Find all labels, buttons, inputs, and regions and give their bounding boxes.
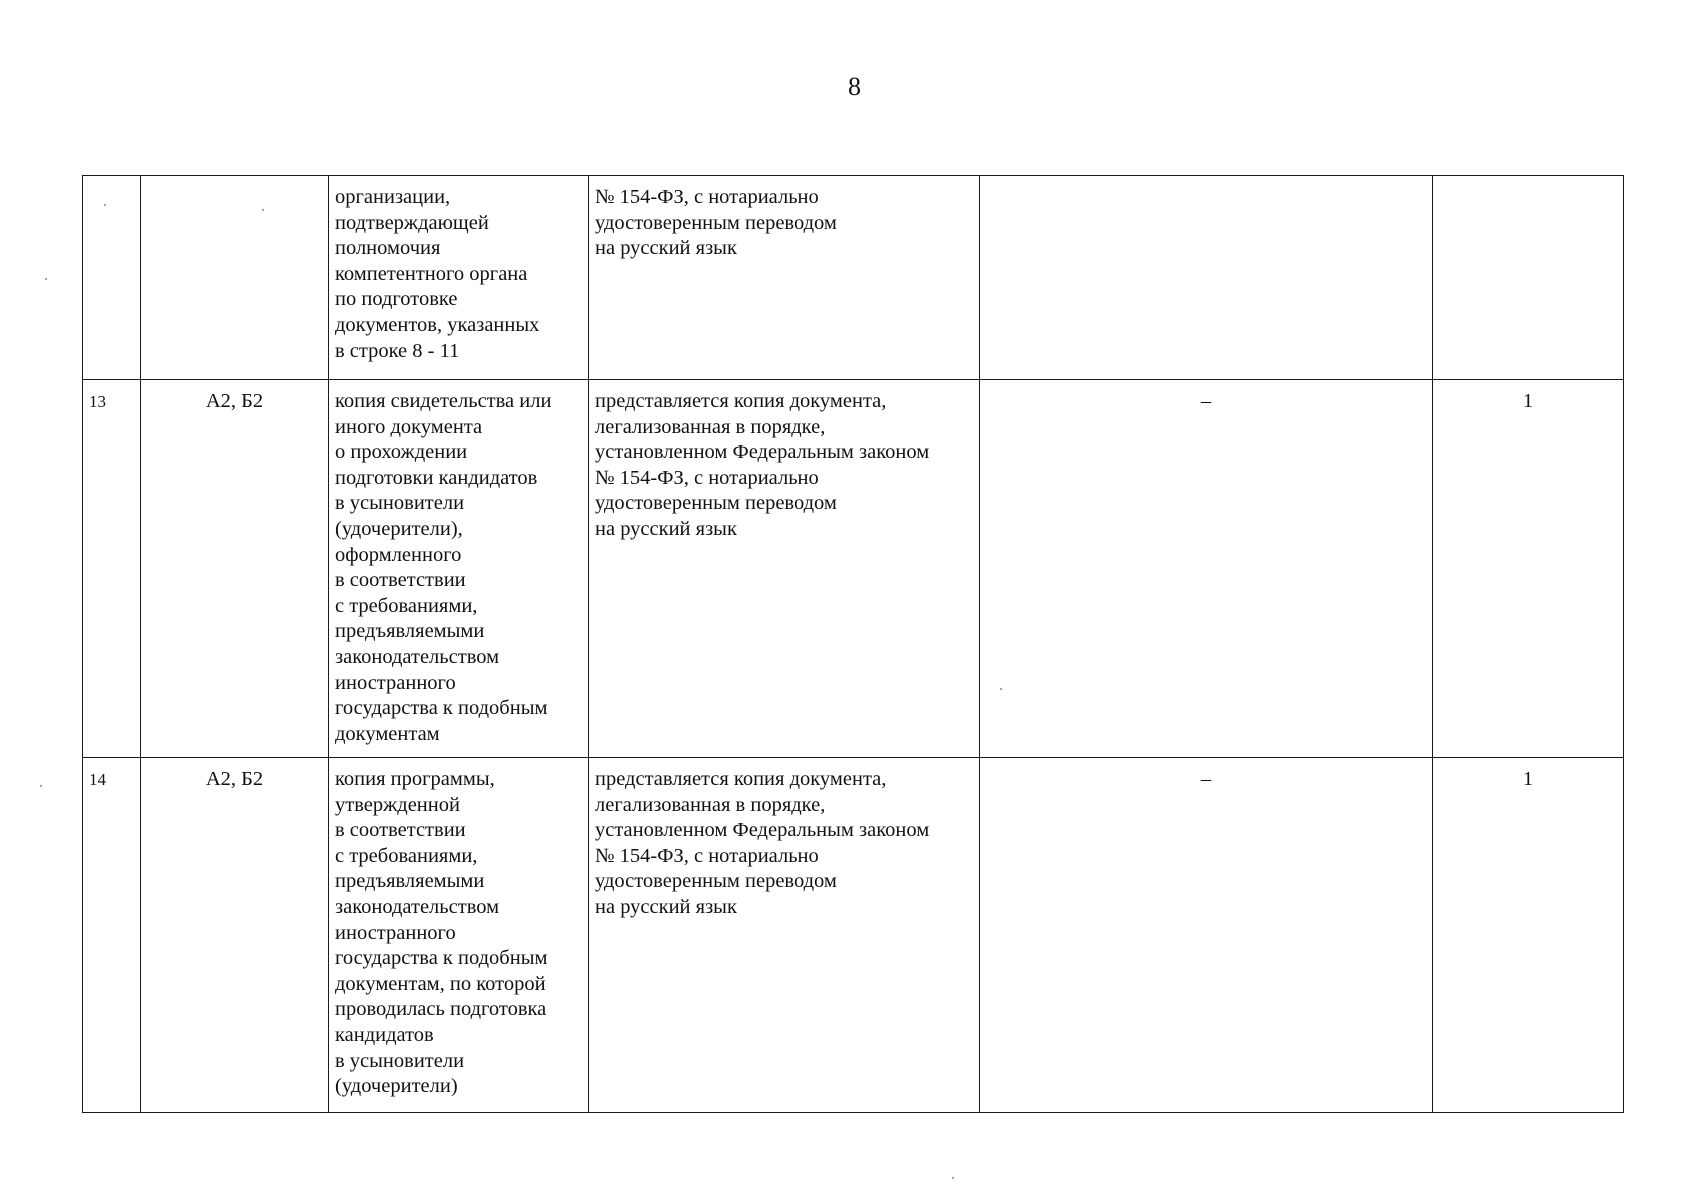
row-category: А2, Б2 xyxy=(141,758,329,1113)
scan-speck xyxy=(104,204,106,206)
row-category: А2, Б2 xyxy=(141,380,329,758)
scan-speck xyxy=(262,209,264,211)
row-document: копия свидетельства или иного документа о прохождении подготовки кандидатов в усыновители (удочерители), оформленного в соответствии с требованиями, предъявляемыми законодательством иностранного государства к подобным документам xyxy=(329,380,589,758)
scan-speck xyxy=(952,1177,954,1179)
row-number: 14 xyxy=(83,758,141,1113)
table-row xyxy=(83,176,1624,380)
documents-table xyxy=(82,175,1624,1113)
row-document: организации, подтверждающей полномочия компетентного органа по подготовке документов, указанных в строке 8 - 11 xyxy=(329,176,589,380)
row-requirements: № 154-ФЗ, с нотариально удостоверенным переводом на русский язык xyxy=(589,176,980,380)
row-col6 xyxy=(1433,176,1624,380)
scan-speck xyxy=(40,785,42,787)
table-row xyxy=(83,758,1624,1113)
page-number: 8 xyxy=(848,72,861,101)
scan-speck xyxy=(45,278,47,280)
row-requirements: представляется копия документа, легализованная в порядке, установленном Федеральным законом № 154-ФЗ, с нотариально удостоверенным переводом на русский язык xyxy=(589,380,980,758)
row-col5: – xyxy=(980,758,1433,1113)
row-col5: – xyxy=(980,380,1433,758)
row-requirements: представляется копия документа, легализованная в порядке, установленном Федеральным законом № 154-ФЗ, с нотариально удостоверенным переводом на русский язык xyxy=(589,758,980,1113)
row-col5 xyxy=(980,176,1433,380)
table-row xyxy=(83,380,1624,758)
row-number: 13 xyxy=(83,380,141,758)
row-col6: 1 xyxy=(1433,380,1624,758)
scan-speck xyxy=(1000,688,1002,690)
row-number xyxy=(83,176,141,380)
row-col6: 1 xyxy=(1433,758,1624,1113)
row-category xyxy=(141,176,329,380)
row-document: копия программы, утвержденной в соответствии с требованиями, предъявляемыми законодательством иностранного государства к подобным документам, по которой проводилась подготовка кандидатов в усыновители (удочерители) xyxy=(329,758,589,1113)
